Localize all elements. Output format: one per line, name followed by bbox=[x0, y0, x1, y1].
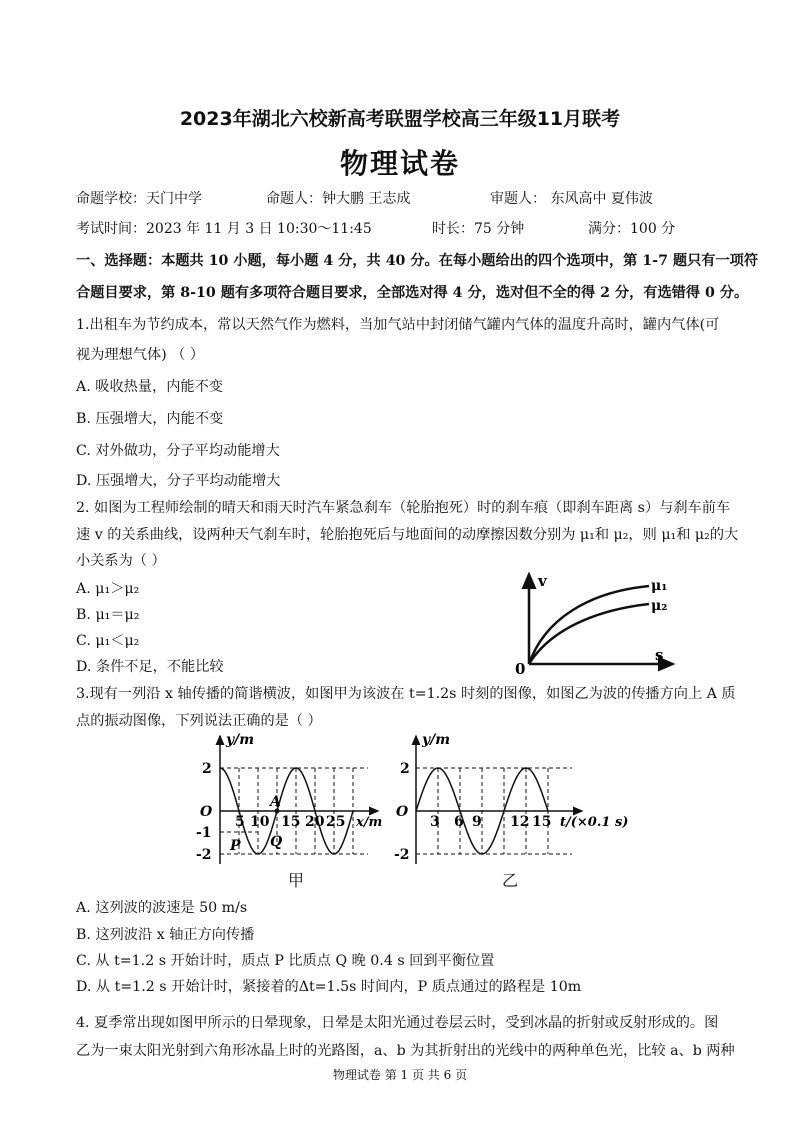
q2-graph bbox=[505, 568, 685, 676]
q2-origin: 0 bbox=[515, 660, 526, 676]
q3a-xtick-5: 5 bbox=[235, 814, 245, 830]
q3a-point-p-label: P bbox=[230, 838, 241, 854]
q3a-xtick-25: 25 bbox=[326, 814, 346, 830]
q3a-xtick-15: 15 bbox=[281, 814, 301, 830]
q3b-xtick-15: 15 bbox=[532, 814, 552, 830]
q2-option-a: A. μ₁＞μ₂ bbox=[76, 581, 140, 597]
q3a-point-q-label: Q bbox=[270, 834, 283, 850]
q2-mu2-label: μ₂ bbox=[651, 598, 668, 614]
q3b-caption: 乙 bbox=[502, 871, 519, 890]
q3b-x-label: t/(×0.1 s) bbox=[560, 815, 629, 830]
q3-stem-line2: 点的振动图像，下列说法正确的是（ ） bbox=[76, 713, 322, 729]
q3a-ytick-neg1: -1 bbox=[196, 825, 212, 841]
q2-x-label: s bbox=[655, 646, 664, 664]
q2-stem-line2: 速 v 的关系曲线，设两种天气刹车时，轮胎抱死后与地面间的动摩擦因数分别为 μ₁和 μ₂，则 μ₁和 μ₂的大 bbox=[76, 527, 739, 543]
q2-curve-mu1 bbox=[529, 586, 649, 664]
q3-option-a: A. 这列波的波速是 50 m/s bbox=[76, 900, 248, 916]
q3a-xtick-10: 10 bbox=[250, 814, 270, 830]
q1-option-a: A. 吸收热量，内能不变 bbox=[76, 379, 223, 395]
meta-duration: 时长：75 分钟 bbox=[432, 221, 525, 237]
q3b-xtick-6: 6 bbox=[454, 814, 464, 830]
q3a-ytick-neg2: -2 bbox=[196, 847, 212, 863]
q3a-caption: 甲 bbox=[288, 871, 305, 890]
meta-reviewer: 审题人： 东风高中 夏伟波 bbox=[490, 191, 653, 207]
q2-option-d: D. 条件不足，不能比较 bbox=[76, 659, 224, 675]
q1-option-b: B. 压强增大，内能不变 bbox=[76, 411, 224, 427]
q3a-y-label: y/m bbox=[226, 732, 255, 748]
q4-stem-line1: 4. 夏季常出现如图甲所示的日晕现象，日晕是太阳光通过卷层云时，受到冰晶的折射或反射形成的。图 bbox=[76, 1015, 719, 1031]
q2-stem-line3: 小关系为（ ） bbox=[76, 553, 166, 569]
q3a-point-a-label: A bbox=[270, 794, 281, 810]
q3-option-c: C. 从 t=1.2 s 开始计时，质点 P 比质点 Q 晚 0.4 s 回到平衡位置 bbox=[76, 953, 495, 969]
q2-stem-line1: 2. 如图为工程师绘制的晴天和雨天时汽车紧急刹车（轮胎抱死）时的刹车痕（即刹车距离 s）与刹车前车 bbox=[76, 500, 731, 516]
section1-line2: 合题目要求，第 8-10 题有多项符合题目要求，全部选对得 4 分，选对但不全的得 2 分，有选错得 0 分。 bbox=[76, 285, 749, 301]
q3a-x-label: x/m bbox=[356, 815, 383, 830]
q2-option-b: B. μ₁＝μ₂ bbox=[76, 607, 140, 623]
q3b-xtick-3: 3 bbox=[430, 814, 440, 830]
q1-option-c: C. 对外做功，分子平均动能增大 bbox=[76, 443, 280, 459]
q3-option-b: B. 这列波沿 x 轴正方向传播 bbox=[76, 927, 255, 943]
q2-y-label: v bbox=[538, 572, 547, 590]
q3b-xtick-12: 12 bbox=[510, 814, 530, 830]
q3b-xtick-9: 9 bbox=[472, 814, 482, 830]
q3-stem-line1: 3.现有一列沿 x 轴传播的简谐横波，如图甲为该波在 t=1.2s 时刻的图像，如图乙为波的传播方向上 A 质 bbox=[76, 686, 736, 702]
page-footer: 物理试卷 第 1 页 共 6 页 bbox=[332, 1068, 468, 1082]
q3b-y-label: y/m bbox=[422, 732, 451, 748]
q4-stem-line2: 乙为一束太阳光射到六角形冰晶上时的光路图，a、b 为其折射出的光线中的两种单色光，比较 a、b 两种 bbox=[76, 1043, 735, 1059]
meta-score: 满分：100 分 bbox=[588, 221, 676, 237]
q1-stem-line1: 1.出租车为节约成本，常以天然气作为燃料，当加气站中封闭储气罐内气体的温度升高时，罐内气体(可 bbox=[76, 317, 720, 333]
q3a-xtick-20: 20 bbox=[305, 814, 325, 830]
q3-graph-a bbox=[190, 730, 390, 880]
q2-option-c: C. μ₁＜μ₂ bbox=[76, 633, 140, 649]
q1-stem-line2: 视为理想气体) （ ） bbox=[76, 347, 205, 363]
q3b-origin: O bbox=[396, 804, 409, 820]
meta-author: 命题人：钟大鹏 王志成 bbox=[266, 191, 411, 207]
q2-mu1-label: μ₁ bbox=[651, 578, 668, 594]
q3a-origin: O bbox=[200, 804, 213, 820]
q3-graph-b bbox=[392, 730, 632, 880]
section1-line1: 一、选择题：本题共 10 小题，每小题 4 分，共 40 分。在每小题给出的四个选项中，第 1-7 题只有一项符 bbox=[76, 253, 759, 269]
q3b-ytick-2: 2 bbox=[400, 761, 410, 777]
q3b-ytick-neg2: -2 bbox=[394, 847, 410, 863]
q1-option-d: D. 压强增大，分子平均动能增大 bbox=[76, 473, 281, 489]
subject-title: 物理试卷 bbox=[339, 147, 460, 180]
meta-time: 考试时间：2023 年 11 月 3 日 10:30～11:45 bbox=[76, 221, 372, 237]
q3a-ytick-2: 2 bbox=[202, 761, 212, 777]
exam-title: 2023年湖北六校新高考联盟学校高三年级11月联考 bbox=[179, 108, 621, 130]
q3-option-d: D. 从 t=1.2 s 开始计时，紧接着的Δt=1.5s 时间内，P 质点通过的路程是 10m bbox=[76, 979, 582, 995]
meta-school: 命题学校：天门中学 bbox=[76, 191, 202, 207]
